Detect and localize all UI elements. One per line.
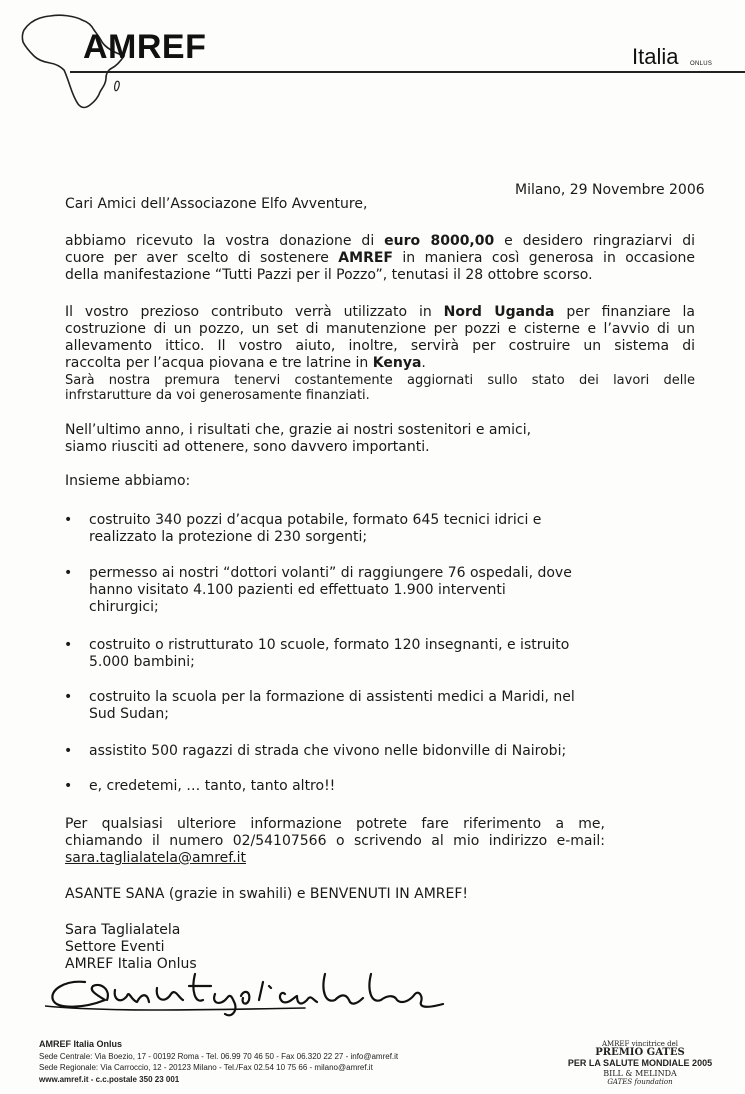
signer-organization: AMREF Italia Onlus — [65, 956, 197, 972]
onlus-label: ONLUS — [690, 61, 713, 67]
italia-label: Italia — [632, 44, 679, 69]
award-line-5: GATES foundation — [607, 1078, 673, 1086]
bullet-3-line-1: costruito o ristrutturato 10 scuole, formato 120 insegnanti, e istruito — [89, 637, 570, 653]
footer-sede-regionale: Sede Regionale: Via Carroccio, 12 - 20123 Milano - Tel./Fax 02.54 10 75 66 - milano@amref.it — [39, 1063, 373, 1072]
email-link[interactable]: sara.taglialatela@amref.it — [65, 850, 247, 866]
paragraph-1-line-1: abbiamo ricevuto la vostra donazione di euro 8000,00 e desidero ringraziarvi di — [65, 233, 696, 249]
paragraph-4-line-1: Per qualsiasi ulteriore informazione potrete fare riferimento a me, — [65, 816, 605, 832]
footer-org-name: AMREF Italia Onlus — [39, 1039, 123, 1049]
bullet-marker: • — [64, 689, 73, 705]
award-line-1: AMREF vincitrice del — [601, 1040, 679, 1048]
award-line-4: BILL & MELINDA — [603, 1069, 677, 1078]
paragraph-1-line-3: della manifestazione “Tutti Pazzi per il Pozzo”, tenutasi il 28 ottobre scorso. — [65, 267, 593, 283]
paragraph-3-line-2: siamo riusciti ad ottenere, sono davvero importanti. — [65, 439, 430, 455]
paragraph-1-line-2: cuore per aver scelto di sostenere AMREF in maniera così generosa in occasione — [65, 250, 696, 266]
paragraph-2-line-1: Il vostro prezioso contributo verrà utilizzato in Nord Uganda per finanziare la — [65, 304, 695, 320]
paragraph-4-line-2: chiamando il numero 02/54107566 o scrivendo al mio indirizzo e-mail: — [65, 833, 605, 849]
letter-date: Milano, 29 Novembre 2006 — [515, 182, 705, 198]
paragraph-3-line-1: Nell’ultimo anno, i risultati che, grazie ai nostri sostenitori e amici, — [65, 422, 532, 438]
bullet-4-line-1: costruito la scuola per la formazione di assistenti medici a Maridi, nel — [89, 689, 575, 705]
amref-logo-text: AMREF — [83, 28, 207, 66]
bullet-1-line-2: realizzato la protezione di 230 sorgenti; — [89, 529, 368, 545]
greeting: Cari Amici dell’Associazone Elfo Avventure, — [65, 196, 368, 212]
bullet-6-line-1: e, credetemi, … tanto, tanto altro!! — [89, 778, 336, 794]
paragraph-2-line-4: raccolta per l’acqua piovana e tre latrine in Kenya. — [65, 355, 426, 371]
bullet-3-line-2: 5.000 bambini; — [89, 654, 195, 670]
footer-sede-centrale: Sede Centrale: Via Boezio, 17 - 00192 Roma - Tel. 06.99 70 46 50 - Fax 06.320 22 27 - info@amref.it — [39, 1052, 399, 1061]
award-line-2: PREMIO GATES — [595, 1047, 685, 1058]
bullet-2-line-2: hanno visitato 4.100 pazienti ed effettuato 1.900 interventi — [89, 582, 506, 598]
bullet-marker: • — [64, 778, 73, 794]
paragraph-2-line-6: infrstarutture da voi generosamente finanziati. — [65, 388, 370, 403]
bullet-1-line-1: costruito 340 pozzi d’acqua potabile, formato 645 tecnici idrici e — [89, 512, 542, 528]
paragraph-2-line-2: costruzione di un pozzo, un set di manutenzione per pozzi e cisterne e l’avvio di un — [65, 321, 695, 337]
footer-website[interactable]: www.amref.it - c.c.postale 350 23 001 — [39, 1075, 180, 1084]
signer-role: Settore Eventi — [65, 939, 165, 955]
bullet-marker: • — [64, 512, 73, 528]
award-line-3: PER LA SALUTE MONDIALE 2005 — [567, 1058, 713, 1068]
bullet-marker: • — [64, 637, 73, 653]
bullet-4-line-2: Sud Sudan; — [89, 706, 169, 722]
closing-line: ASANTE SANA (grazie in swahili) e BENVENUTI IN AMREF! — [65, 886, 469, 902]
paragraph-2-line-3: allevamento ittico. Il vostro aiuto, inoltre, servirà per costruire un sistema di — [65, 338, 695, 354]
handwritten-signature — [45, 960, 445, 1020]
bullet-marker: • — [64, 743, 73, 759]
together-heading: Insieme abbiamo: — [65, 473, 191, 489]
paragraph-2-line-5: Sarà nostra premura tenervi costantemente aggiornati sullo stato dei lavori delle — [65, 373, 695, 388]
bullet-5-line-1: assistito 500 ragazzi di strada che vivono nelle bidonville di Nairobi; — [89, 743, 567, 759]
bullet-2-line-3: chirurgici; — [89, 599, 159, 615]
signer-name: Sara Taglialatela — [65, 922, 181, 938]
bullet-2-line-1: permesso ai nostri “dottori volanti” di raggiungere 76 ospedali, dove — [89, 565, 572, 581]
bullet-marker: • — [64, 565, 73, 581]
header-divider — [70, 71, 745, 73]
